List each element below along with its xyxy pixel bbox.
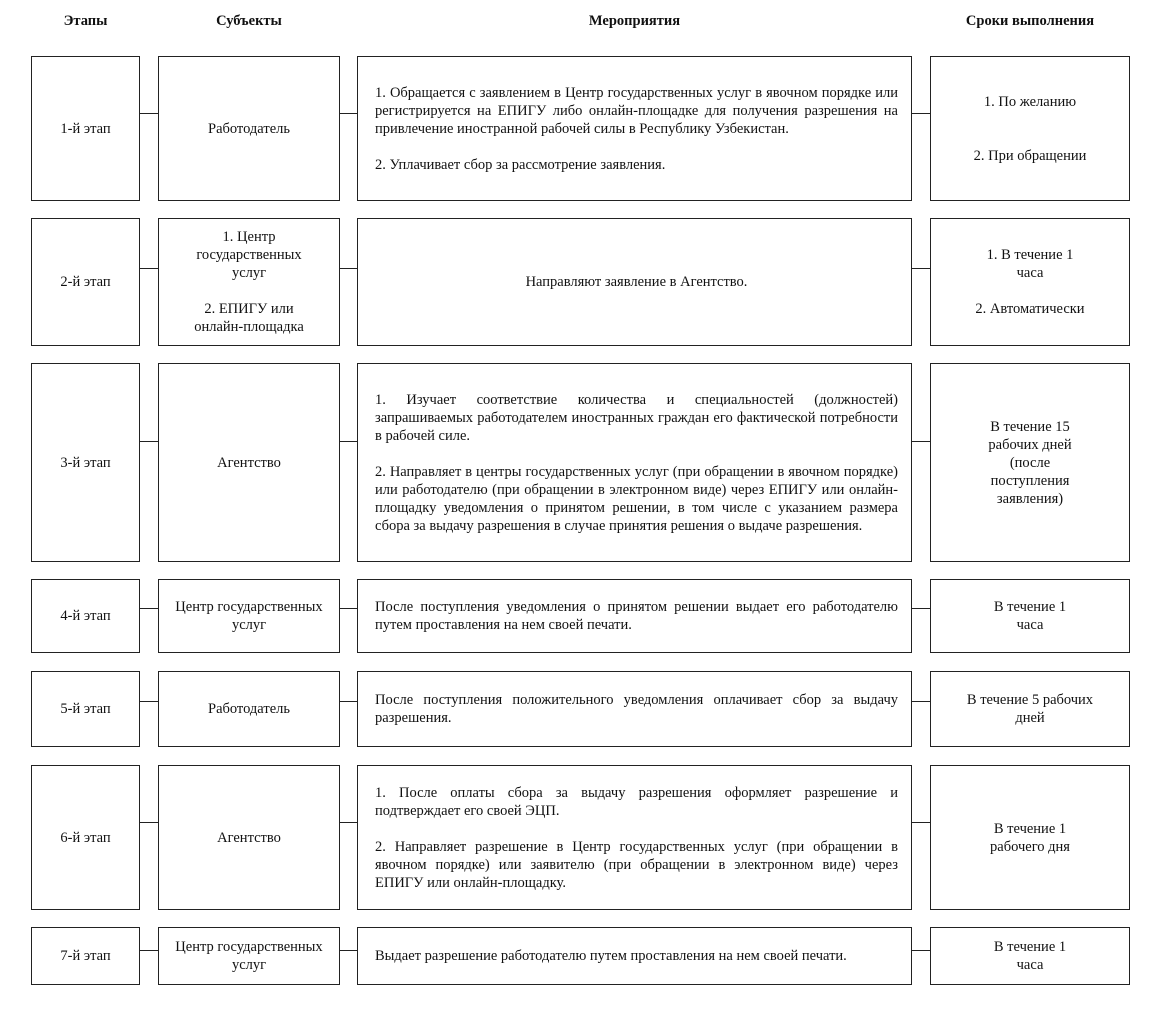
activity-text	[375, 784, 898, 892]
activity-box	[357, 56, 912, 201]
deadline-label: 1. В течение 1 часа	[986, 247, 1074, 281]
deadline-box	[930, 927, 1130, 985]
activity-text	[375, 947, 898, 965]
connector-line	[912, 608, 930, 609]
activity-box	[357, 927, 912, 985]
connector-line	[340, 608, 357, 609]
activity-item: Выдает разрешение работодателю путем проставления на нем своей печати.	[375, 948, 847, 964]
subject-label: Центр государственных услуг	[175, 939, 323, 973]
connector-line	[912, 950, 930, 951]
activity-item: 2. Уплачивает сбор за рассмотрение заявления.	[375, 156, 666, 173]
activity-box	[357, 218, 912, 346]
connector-line	[140, 113, 158, 114]
deadline-label: В течение 15 рабочих дней (после поступления заявления)	[988, 418, 1072, 507]
subject-box	[158, 363, 340, 562]
header-activities: Мероприятия	[588, 13, 681, 29]
subject-box	[158, 218, 340, 346]
stage-label: 7-й этап	[60, 948, 111, 964]
stage-label: 3-й этап	[60, 454, 111, 471]
deadline-box	[930, 218, 1130, 346]
connector-line	[912, 701, 930, 702]
stage-label: 1-й этап	[60, 120, 111, 137]
stage-label: 4-й этап	[60, 608, 111, 624]
subject-label: Работодатель	[208, 120, 290, 137]
activity-item: 1. Изучает соответствие количества и специальностей (должностей) запрашиваемых работодателем иностранных граждан его фактической потребности в рабочей силе.	[375, 391, 898, 444]
activity-item: После поступления уведомления о принятом решении выдает его работодателю путем проставления на нем своей печати.	[375, 599, 898, 633]
deadline-label: В течение 5 рабочих дней	[966, 692, 1094, 726]
deadline-label: В течение 1 рабочего дня	[990, 820, 1070, 855]
connector-line	[340, 113, 357, 114]
stage-box	[31, 579, 140, 653]
deadline-box	[930, 579, 1130, 653]
stage-label: 6-й этап	[60, 829, 111, 846]
subject-box	[158, 671, 340, 747]
deadline-box	[930, 363, 1130, 562]
subject-box	[158, 579, 340, 653]
connector-line	[140, 268, 158, 269]
connector-line	[340, 441, 357, 442]
activity-text	[375, 598, 898, 634]
stage-box	[31, 765, 140, 910]
header-deadlines: Сроки выполнения	[965, 13, 1095, 29]
activity-text	[375, 391, 898, 535]
activity-text	[375, 273, 898, 291]
deadline-label: В течение 1 часа	[993, 939, 1067, 973]
stage-label: 2-й этап	[60, 274, 111, 290]
stage-box	[31, 671, 140, 747]
activity-item: После поступления положительного уведомления оплачивает сбор за выдачу разрешения.	[375, 692, 898, 726]
stage-box	[31, 927, 140, 985]
deadline-label: В течение 1 часа	[993, 599, 1067, 633]
subject-box	[158, 765, 340, 910]
connector-line	[340, 268, 357, 269]
activity-text	[375, 691, 898, 727]
connector-line	[340, 950, 357, 951]
connector-line	[912, 441, 930, 442]
subject-box	[158, 927, 340, 985]
connector-line	[140, 701, 158, 702]
activity-item: 2. Направляет в центры государственных услуг (при обращении в явочном порядке) или работодателю (при обращении в электронном виде) через ЕПИГУ или онлайн-площадку уведомления о принятом решении, в том числе с указанием размера сбора за выдачу разрешения в случае принятия решения о выдаче разрешения.	[375, 463, 898, 534]
stage-box	[31, 363, 140, 562]
activity-text	[375, 84, 898, 174]
activity-box	[357, 579, 912, 653]
deadline-box	[930, 56, 1130, 201]
connector-line	[912, 268, 930, 269]
deadline-label: 2. При обращении	[973, 147, 1087, 164]
subject-label: 2. ЕПИГУ или онлайн-площадка	[194, 301, 304, 335]
stage-box	[31, 56, 140, 201]
subject-label: 1. Центр государственных услуг	[196, 229, 302, 281]
subject-box	[158, 56, 340, 201]
activity-item: 1. После оплаты сбора за выдачу разрешения оформляет разрешение и подтверждает его своей ЭЦП.	[375, 784, 898, 819]
connector-line	[912, 113, 930, 114]
activity-item: Направляют заявление в Агентство.	[525, 274, 748, 290]
connector-line	[140, 822, 158, 823]
activity-box	[357, 765, 912, 910]
deadline-label: 2. Автоматически	[975, 301, 1085, 317]
connector-line	[140, 441, 158, 442]
connector-line	[912, 822, 930, 823]
deadline-box	[930, 671, 1130, 747]
stage-label: 5-й этап	[60, 701, 111, 717]
activity-item: 2. Направляет разрешение в Центр государственных услуг (при обращении в явочном порядке) или заявителю (при обращении в электронном виде) через ЕПИГУ или онлайн-площадку.	[375, 838, 898, 891]
connector-line	[140, 950, 158, 951]
subject-label: Работодатель	[208, 701, 290, 717]
connector-line	[340, 822, 357, 823]
deadline-label: 1. По желанию	[983, 93, 1077, 110]
header-stages: Этапы	[63, 13, 108, 29]
subject-label: Агентство	[217, 829, 281, 846]
connector-line	[140, 608, 158, 609]
activity-item: 1. Обращается с заявлением в Центр государственных услуг в явочном порядке или регистрируется на ЕПИГУ либо онлайн-площадке для получения разрешения на привлечение иностранной рабочей силы в Республику Узбекистан.	[375, 84, 898, 137]
header-subjects: Субъекты	[216, 13, 282, 29]
subject-label: Центр государственных услуг	[175, 599, 323, 633]
subject-label: Агентство	[217, 454, 281, 471]
deadline-box	[930, 765, 1130, 910]
stage-box	[31, 218, 140, 346]
connector-line	[340, 701, 357, 702]
activity-box	[357, 671, 912, 747]
activity-box	[357, 363, 912, 562]
